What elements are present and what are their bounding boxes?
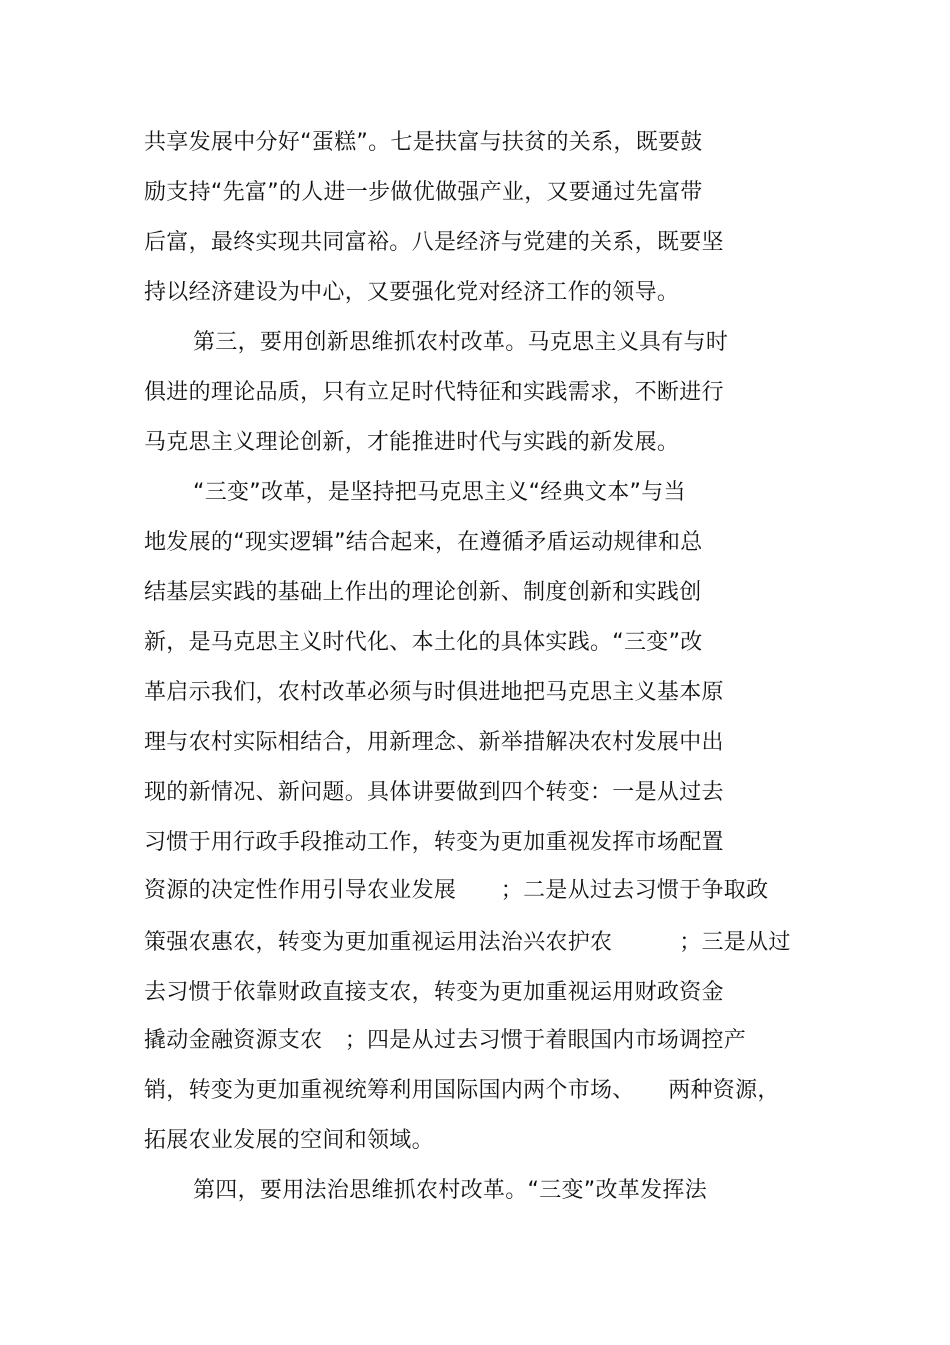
text-line: 资源的决定性作用引导农业发展 ；二是从过去习惯于争取政 xyxy=(144,878,769,903)
text-line: 地发展的“现实逻辑”结合起来，在遵循矛盾运动规律和总 xyxy=(144,530,703,555)
text-line: 共享发展中分好“蛋糕”。七是扶富与扶贫的关系，既要鼓 xyxy=(144,130,703,155)
text-line: 励支持“先富”的人进一步做优做强产业，又要通过先富带 xyxy=(144,180,703,205)
text-line: 革启示我们，农村改革必须与时俱进地把马克思主义基本原 xyxy=(144,680,724,705)
text-line: 去习惯于依靠财政直接支农，转变为更加重视运用财政资金 xyxy=(144,980,724,1005)
text-line: 现的新情况、新问题。具体讲要做到四个转变：一是从过去 xyxy=(144,780,724,805)
text-line: 理与农村实际相结合，用新理念、新举措解决农村发展中出 xyxy=(144,730,724,755)
paragraph-start-line: 第四，要用法治思维抓农村改革。“三变”改革发挥法 xyxy=(193,1178,707,1203)
text-line: 策强农惠农，转变为更加重视运用法治兴农护农 ；三是从过 xyxy=(144,930,791,955)
paragraph-start-line: 第三，要用创新思维抓农村改革。马克思主义具有与时 xyxy=(193,330,729,355)
text-line: 马克思主义理论创新，才能推进时代与实践的新发展。 xyxy=(144,430,680,455)
paragraph-start-line: “三变”改革，是坚持把马克思主义“经典文本”与当 xyxy=(193,480,686,505)
text-line: 后富，最终实现共同富裕。八是经济与党建的关系，既要坚 xyxy=(144,230,724,255)
text-line: 持以经济建设为中心，又要强化党对经济工作的领导。 xyxy=(144,280,680,305)
text-line: 拓展农业发展的空间和领域。 xyxy=(144,1128,434,1153)
text-line: 销，转变为更加重视统筹利用国际国内两个市场、 两种资源， xyxy=(144,1078,780,1103)
text-line: 撬动金融资源支农 ；四是从过去习惯于着眼国内市场调控产 xyxy=(144,1028,747,1053)
text-line: 习惯于用行政手段推动工作，转变为更加重视发挥市场配置 xyxy=(144,830,724,855)
text-line: 结基层实践的基础上作出的理论创新、制度创新和实践创 xyxy=(144,580,702,605)
text-line: 新，是马克思主义时代化、本土化的具体实践。“三变”改 xyxy=(144,630,703,655)
text-line: 俱进的理论品质，只有立足时代特征和实践需求，不断进行 xyxy=(144,380,724,405)
